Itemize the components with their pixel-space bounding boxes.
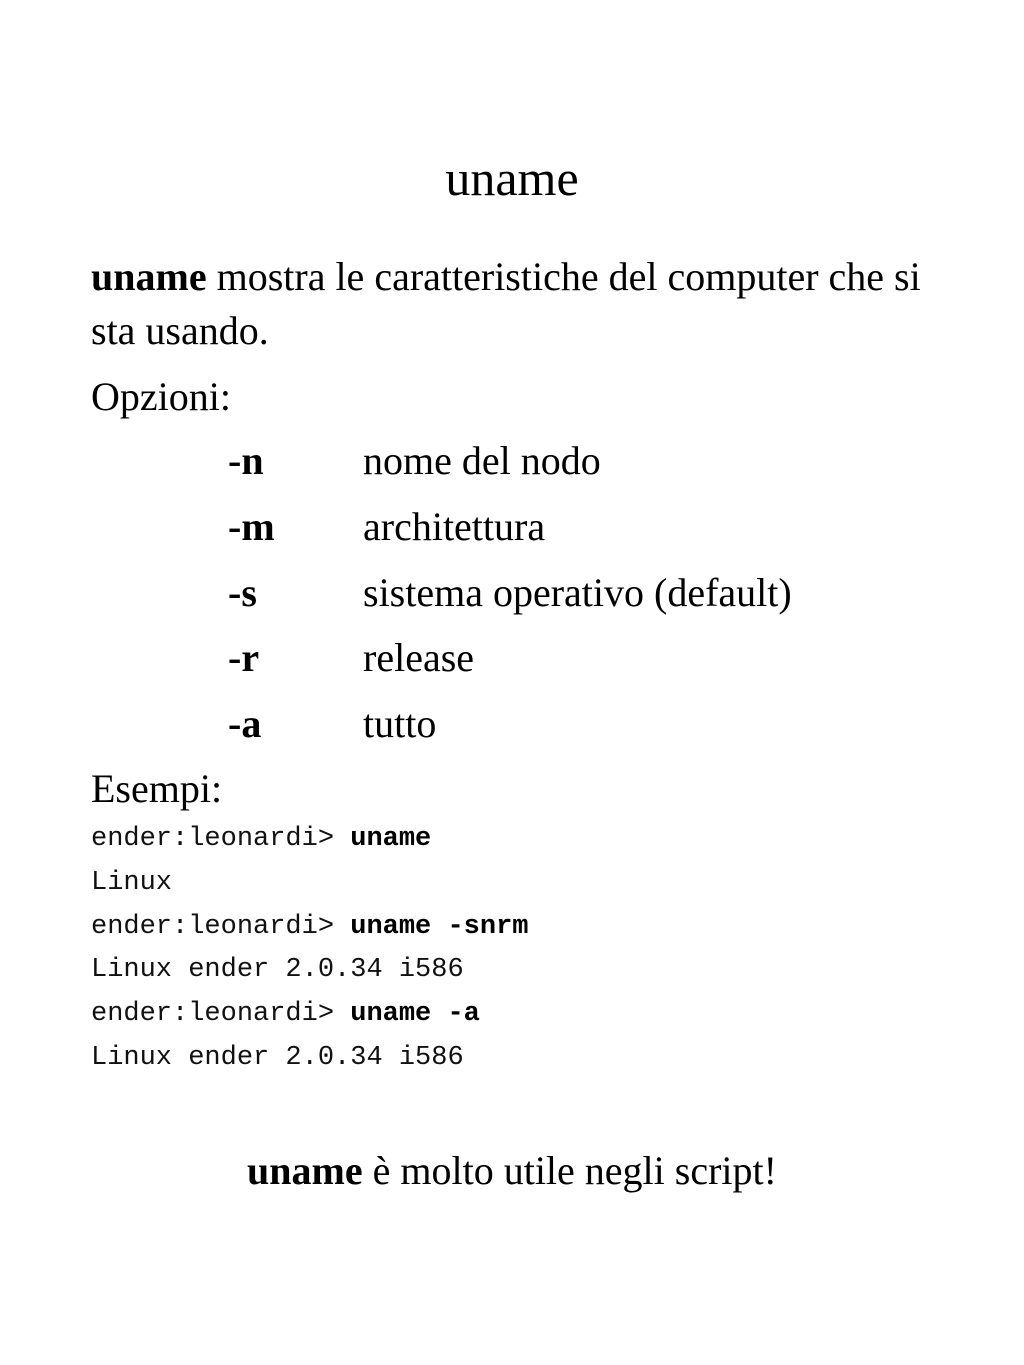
terminal-prompt-line [91, 823, 431, 855]
terminal-prompt: ender:leonardi> [91, 912, 351, 942]
terminal-command: uname [350, 824, 432, 854]
option-description: tutto [363, 701, 437, 746]
option-flag: -m [228, 504, 275, 549]
option-description: architettura [363, 504, 546, 549]
intro-paragraph [91, 250, 951, 358]
terminal-command: uname -a [350, 999, 480, 1029]
intro-command: uname [91, 254, 207, 299]
footer-command: uname [247, 1148, 363, 1193]
terminal-command: uname -snrm [350, 912, 529, 942]
terminal-output-line: Linux [91, 868, 173, 898]
examples-heading: Esempi: [91, 766, 223, 811]
option-flag: -s [228, 570, 257, 615]
terminal-prompt: ender:leonardi> [91, 824, 351, 854]
option-description: release [363, 635, 475, 680]
terminal-prompt: ender:leonardi> [91, 999, 351, 1029]
option-description: sistema operativo (default) [363, 570, 792, 615]
terminal-output-line: Linux ender 2.0.34 i586 [91, 1043, 464, 1073]
option-row [0, 699, 1024, 749]
page-title: uname [445, 150, 579, 206]
option-row [0, 436, 1024, 486]
terminal-prompt-line [91, 911, 528, 943]
footer-text: è molto utile negli script! [362, 1148, 777, 1193]
option-row [0, 568, 1024, 618]
option-flag: -r [228, 635, 260, 680]
options-heading: Opzioni: [91, 374, 231, 419]
footer-note [0, 1146, 1024, 1196]
option-description: nome del nodo [363, 438, 601, 483]
intro-text: mostra le caratteristiche del computer che si sta usando. [91, 254, 921, 353]
option-row [0, 633, 1024, 683]
terminal-prompt-line [91, 998, 480, 1030]
option-flag: -n [228, 438, 264, 483]
option-flag: -a [228, 701, 262, 746]
option-row [0, 502, 1024, 552]
terminal-output-line: Linux ender 2.0.34 i586 [91, 955, 464, 985]
